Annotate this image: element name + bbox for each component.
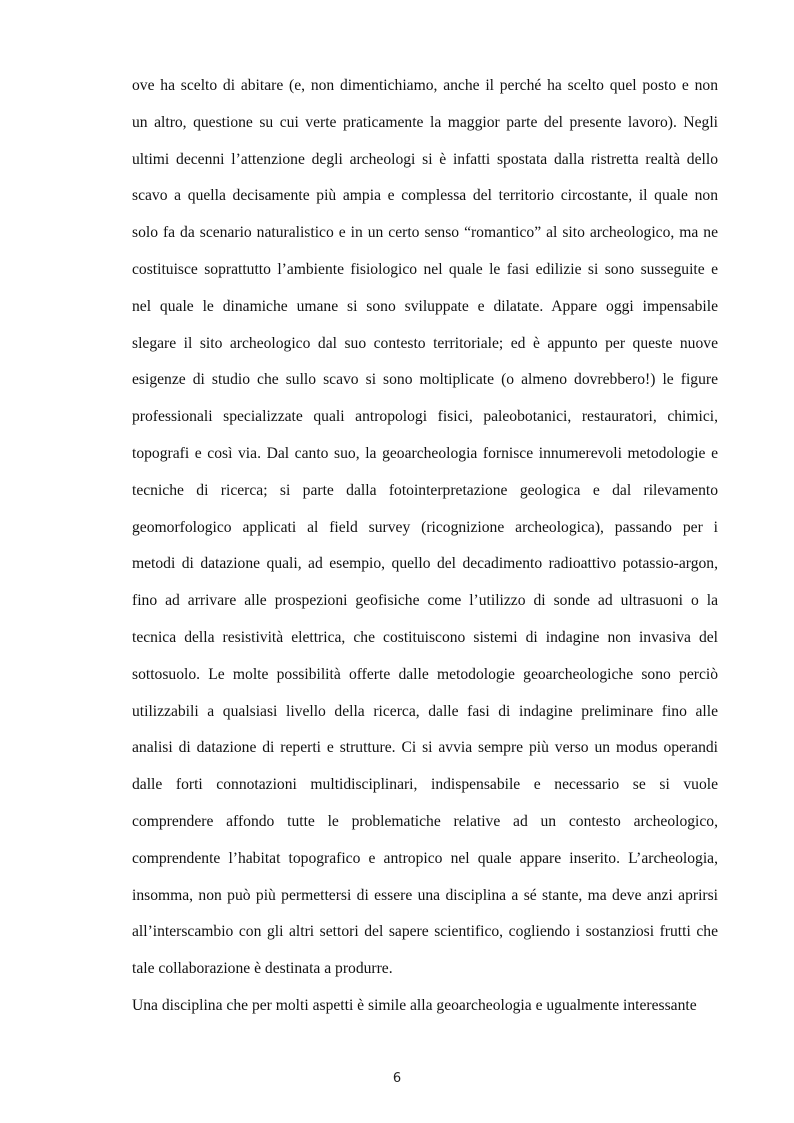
text-line: tale collaborazione è destinata a produrre.	[132, 960, 393, 978]
text-line: tecniche di ricerca; si parte dalla fotointerpretazione geologica e dal rilevamento	[132, 481, 718, 499]
text-line: utilizzabili a qualsiasi livello della ricerca, dalle fasi di indagine preliminare fino alle	[132, 702, 718, 720]
text-line: sottosuolo. Le molte possibilità offerte dalle metodologie geoarcheologiche sono perciò	[132, 665, 718, 683]
text-line: un altro, questione su cui verte praticamente la maggior parte del presente lavoro). Negli	[132, 113, 718, 131]
text-line: dalle forti connotazioni multidisciplinari, indispensabile e necessario se si vuole	[132, 776, 718, 794]
text-line: comprendere affondo tutte le problematiche relative ad un contesto archeologico,	[132, 812, 718, 830]
text-line: costituisce soprattutto l’ambiente fisiologico nel quale le fasi edilizie si sono susseguite e	[132, 260, 718, 278]
text-line: all’interscambio con gli altri settori del sapere scientifico, cogliendo i sostanziosi frutti che	[132, 923, 718, 941]
text-line: geomorfologico applicati al field survey (ricognizione archeologica), passando per i	[132, 518, 718, 536]
page-number: 6	[392, 1071, 402, 1086]
body-text	[132, 74, 718, 1031]
text-line: solo fa da scenario naturalistico e in un certo senso “romantico” al sito archeologico, ma ne	[132, 224, 718, 242]
text-line: fino ad arrivare alle prospezioni geofisiche come l’utilizzo di sonde ad ultrasuoni o la	[132, 592, 718, 610]
text-line: metodi di datazione quali, ad esempio, quello del decadimento radioattivo potassio-argon,	[132, 555, 718, 573]
text-line: nel quale le dinamiche umane si sono sviluppate e dilatate. Appare oggi impensabile	[132, 297, 718, 315]
text-line: topografi e così via. Dal canto suo, la geoarcheologia fornisce innumerevoli metodologie e	[132, 444, 718, 462]
text-line: ove ha scelto di abitare (e, non dimentichiamo, anche il perché ha scelto quel posto e non	[132, 77, 718, 94]
text-line: professionali specializzate quali antropologi fisici, paleobotanici, restauratori, chimici,	[132, 408, 718, 426]
text-line: analisi di datazione di reperti e strutture. Ci si avvia sempre più verso un modus operandi	[132, 739, 718, 757]
text-line: esigenze di studio che sullo scavo si sono moltiplicate (o almeno dovrebbero!) le figure	[132, 371, 718, 389]
text-line: Una disciplina che per molti aspetti è simile alla geoarcheologia e ugualmente interessante	[132, 996, 697, 1014]
text-line: insomma, non può più permettersi di essere una disciplina a sé stante, ma deve anzi aprirsi	[132, 886, 718, 904]
text-line: scavo a quella decisamente più ampia e complessa del territorio circostante, il quale non	[132, 187, 718, 205]
text-line: slegare il sito archeologico dal suo contesto territoriale; ed è appunto per queste nuove	[132, 334, 718, 352]
text-line: ultimi decenni l’attenzione degli archeologi si è infatti spostata dalla ristretta realtà dello	[132, 150, 718, 168]
text-line: tecnica della resistività elettrica, che costituiscono sistemi di indagine non invasiva del	[132, 628, 718, 646]
text-line: comprendente l’habitat topografico e antropico nel quale appare inserito. L’archeologia,	[132, 849, 718, 867]
